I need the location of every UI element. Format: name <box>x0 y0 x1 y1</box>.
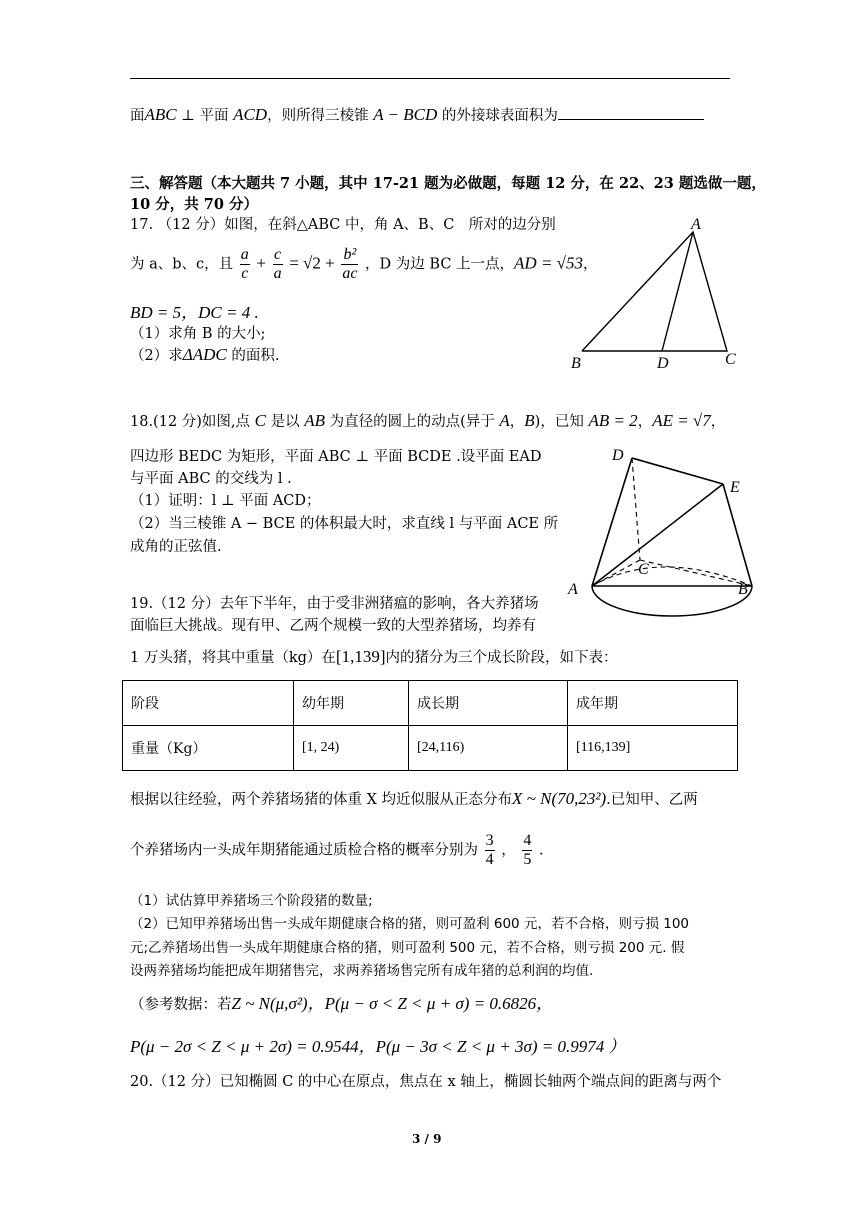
table-cell: [1, 24) <box>294 726 409 771</box>
label-B: B <box>571 355 581 372</box>
fraction-4-over-5: $\frac{4}{5}$ <box>523 832 532 868</box>
table-header-row <box>123 681 738 726</box>
q17-part2: （2）求ΔADC 的面积. <box>130 345 280 364</box>
label-C: C <box>725 351 736 368</box>
page-number: 3 / 9 <box>412 1132 442 1146</box>
q17-line1: 17. （12 分）如图，在斜△ABC 中，角 A、B、C 所对的边分别 <box>130 217 556 233</box>
q18-line1: 18.(12 分)如图,点 C 是以 AB 为直径的圆上的动点(异于 A，B)，已知 AB = 2，AE = √7， <box>130 411 726 430</box>
q19-part2-line2: 元;乙养猪场出售一头成年期健康合格的猪，则可盈利 500 元，若不合格，则亏损 200 元. 假 <box>130 940 685 956</box>
q18-part2b: 成角的正弦值. <box>130 539 222 555</box>
q17-triangle-figure <box>565 218 745 378</box>
label-E: E <box>730 479 740 496</box>
header-rule <box>130 78 730 79</box>
growth-stage-table <box>122 680 738 771</box>
q17-line2: 为 a、b、c，且 $\frac{a}{c}$ + $\frac{c}{a}$ = √2 + $\frac{\text{b²}}{ac}$ ，D 为边 BC 上一点，AD = √53， <box>130 246 598 282</box>
label-C: C <box>638 561 649 578</box>
table-cell: 成长期 <box>409 681 568 726</box>
q20-line1: 20.（12 分）已知椭圆 C 的中心在原点，焦点在 x 轴上，椭圆长轴两个端点间的距离与两个 <box>130 1074 722 1090</box>
label-D: D <box>657 355 669 372</box>
label-D: D <box>612 447 624 464</box>
q19-part2-line3: 设两养猪场均能把成年期猪售完，求两养猪场售完所有成年猪的总利润的均值. <box>130 963 594 979</box>
q19-paragraph2: 个养猪场内一头成年期猪能通过质检合格的概率分别为 $\frac{3}{4}$ ， $\frac{4}{5}$ . <box>130 832 544 868</box>
q18-solid-figure <box>560 442 760 622</box>
table-cell: 幼年期 <box>294 681 409 726</box>
q18-line2: 四边形 BEDC 为矩形，平面 ABC ⊥ 平面 BCDE .设平面 EAD <box>130 449 542 465</box>
label-B: B <box>738 581 748 598</box>
q19-reference-line2: P(μ − 2σ < Z < μ + 2σ) = 0.9544，P(μ − 3σ < Z < μ + 3σ) = 0.9974 ） <box>130 1037 626 1056</box>
label-A: A <box>568 581 578 598</box>
label-A: A <box>691 218 701 233</box>
continuation-line: 面ABC ⊥ 平面 ACD，则所得三棱锥 A − BCD 的外接球表面积为 <box>130 104 704 125</box>
q17-part1: （1）求角 B 的大小; <box>130 326 266 342</box>
q19-paragraph1: 根据以往经验，两个养猪场猪的体重 X 均近似服从正态分布X ~ N(70,23²).已知甲、乙两 <box>130 789 698 808</box>
q19-reference-line1: （参考数据：若Z ~ N(μ,σ²)，P(μ − σ < Z < μ + σ) = 0.6826， <box>130 994 554 1013</box>
q19-line1: 19.（12 分）去年下半年，由于受非洲猪瘟的影响，各大养猪场 <box>130 596 539 612</box>
table-cell: [116,139] <box>568 726 738 771</box>
q19-line3: 1 万头猪，将其中重量（kg）在[1,139]内的猪分为三个成长阶段，如下表： <box>130 647 618 666</box>
table-cell: 重量（Kg） <box>123 726 294 771</box>
q19-part1: （1）试估算甲养猪场三个阶段猪的数量; <box>130 893 373 909</box>
table-row <box>123 726 738 771</box>
q18-part2: （2）当三棱锥 A − BCE 的体积最大时，求直线 l 与平面 ACE 所 <box>130 516 559 532</box>
answer-blank <box>558 105 704 120</box>
table-cell: [24,116) <box>409 726 568 771</box>
q17-line3: BD = 5，DC = 4 . <box>130 303 259 322</box>
table-cell: 成年期 <box>568 681 738 726</box>
q19-part2-line1: （2）已知甲养猪场出售一头成年期健康合格的猪，则可盈利 600 元，若不合格，则亏损 100 <box>130 916 689 932</box>
fraction-3-over-4: $\frac{3}{4}$ <box>485 832 494 868</box>
section-heading-line2: 10 分，共 70 分） <box>130 196 259 213</box>
q19-line2: 面临巨大挑战。现有甲、乙两个规模一致的大型养猪场，均养有 <box>130 618 536 634</box>
fraction-b2-over-ac: $\frac{\text{b²}}{ac}$ <box>342 246 358 282</box>
fraction-a-over-c: $\frac{a}{c}$ <box>240 246 249 282</box>
fraction-c-over-a: $\frac{c}{a}$ <box>273 246 282 282</box>
q18-line3: 与平面 ABC 的交线为 l . <box>130 471 292 487</box>
table-cell: 阶段 <box>123 681 294 726</box>
q18-part1: （1）证明：l ⊥ 平面 ACD； <box>130 493 321 509</box>
section-heading-line1: 三、解答题（本大题共 7 小题，其中 17-21 题为必做题，每题 12 分，在 22、23 题选做一题， <box>130 175 766 192</box>
